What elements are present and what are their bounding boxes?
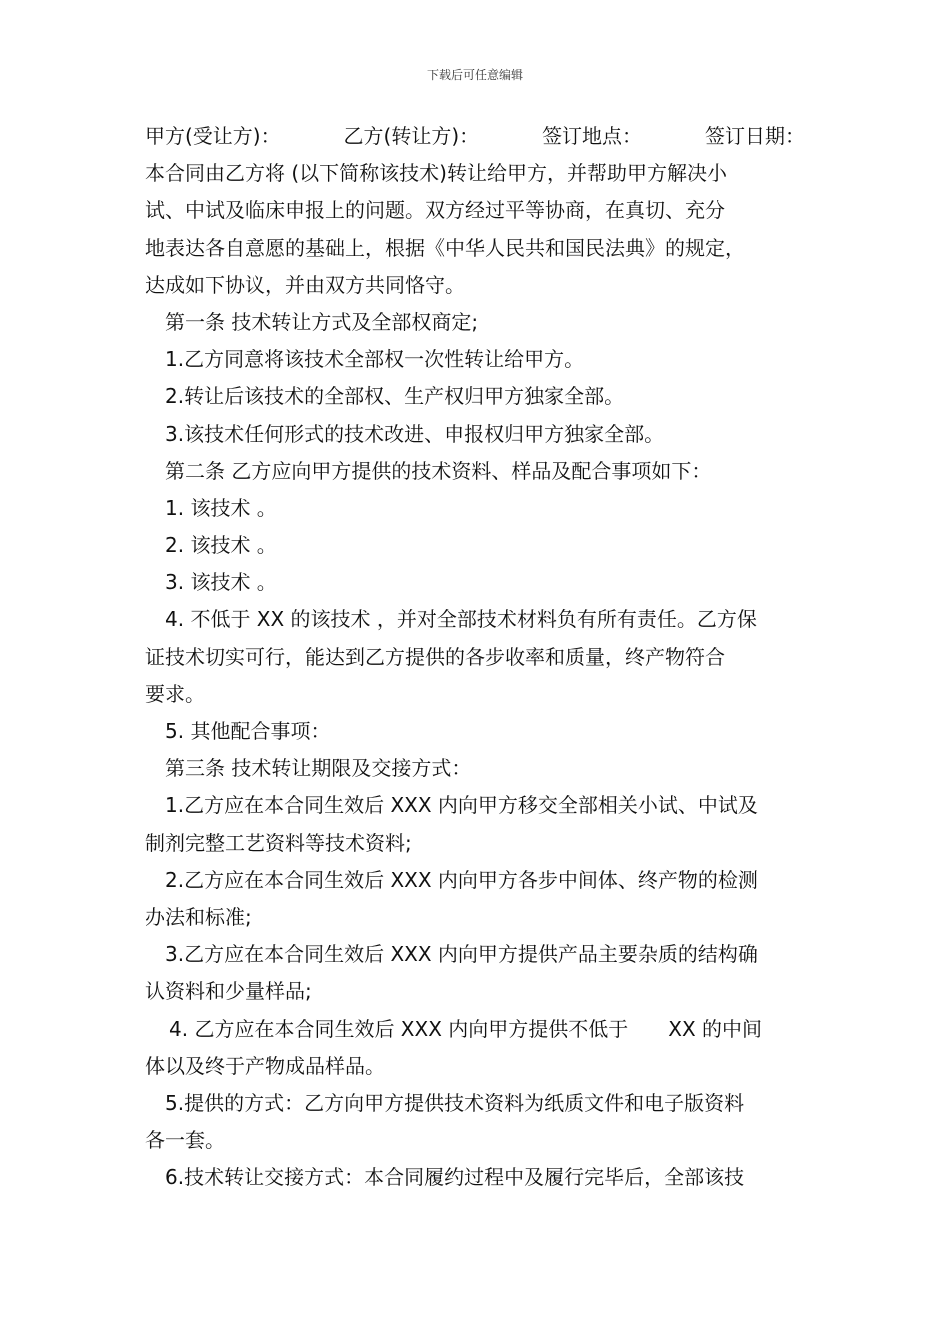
party-a-label: 甲方(受让方)： [145, 124, 281, 148]
list-item: 1.乙方同意将该技术全部权一次性转让给甲方。 [165, 347, 585, 372]
list-item: 4. 乙方应在本合同生效后 XXX 内向甲方提供不低于 XX 的中间 [169, 1016, 763, 1041]
paragraph-line: 本合同由乙方将 (以下简称该技术)转让给甲方，并帮助甲方解决小 [145, 161, 727, 186]
paragraph-line: 试、中试及临床申报上的问题。双方经过平等协商，在真切、充分 [145, 198, 725, 223]
paragraph-line: 体以及终于产物成品样品。 [145, 1053, 385, 1078]
list-item: 5.提供的方式：乙方向甲方提供技术资料为纸质文件和电子版资料 [165, 1090, 745, 1115]
paragraph-line: 各一套。 [145, 1128, 225, 1153]
paragraph-line: 办法和标准; [145, 904, 252, 929]
paragraph-line: 达成如下协议，并由双方共同恪守。 [145, 272, 465, 297]
paragraph-line: 制剂完整工艺资料等技术资料; [145, 830, 412, 855]
signature-meta-row [145, 118, 805, 155]
list-item: 2. 该技术 。 [165, 533, 277, 558]
article-heading: 第三条 技术转让期限及交接方式： [165, 756, 472, 781]
list-item: 6.技术转让交接方式：本合同履约过程中及履行完毕后，全部该技 [165, 1165, 745, 1190]
list-item: 2.乙方应在本合同生效后 XXX 内向甲方各步中间体、终产物的检测 [165, 867, 758, 892]
list-item: 1. 该技术 。 [165, 495, 277, 520]
paragraph-line: 要求。 [145, 681, 205, 706]
contract-body [145, 118, 825, 1196]
paragraph-line: 认资料和少量样品; [145, 979, 312, 1004]
paragraph-line: 证技术切实可行，能达到乙方提供的各步收率和质量，终产物符合 [145, 644, 725, 669]
party-b-label: 乙方(转让方)： [343, 124, 480, 148]
list-item: 4. 不低于 XX 的该技术 ，并对全部技术材料负有所有责任。乙方保 [165, 607, 757, 632]
list-item: 1.乙方应在本合同生效后 XXX 内向甲方移交全部相关小试、中试及 [165, 793, 758, 818]
signing-date-label: 签订日期： [704, 124, 805, 148]
list-item: 2.转让后该技术的全部权、生产权归甲方独家全部。 [165, 384, 625, 409]
list-item: 3. 该技术 。 [165, 570, 277, 595]
article-heading: 第二条 乙方应向甲方提供的技术资料、样品及配合事项如下： [165, 458, 712, 483]
signing-place-label: 签订地点： [542, 124, 643, 148]
list-item: 5. 其他配合事项： [165, 719, 331, 743]
list-item: 3.乙方应在本合同生效后 XXX 内向甲方提供产品主要杂质的结构确 [165, 942, 758, 967]
article-heading: 第一条 技术转让方式及全部权商定; [165, 309, 479, 334]
list-item: 3.该技术任何形式的技术改进、申报权归甲方独家全部。 [165, 421, 665, 446]
paragraph-line: 地表达各自意愿的基础上，根据《中华人民共和国民法典》的规定， [145, 235, 745, 260]
page-header: 下载后可任意编辑 [426, 68, 523, 82]
